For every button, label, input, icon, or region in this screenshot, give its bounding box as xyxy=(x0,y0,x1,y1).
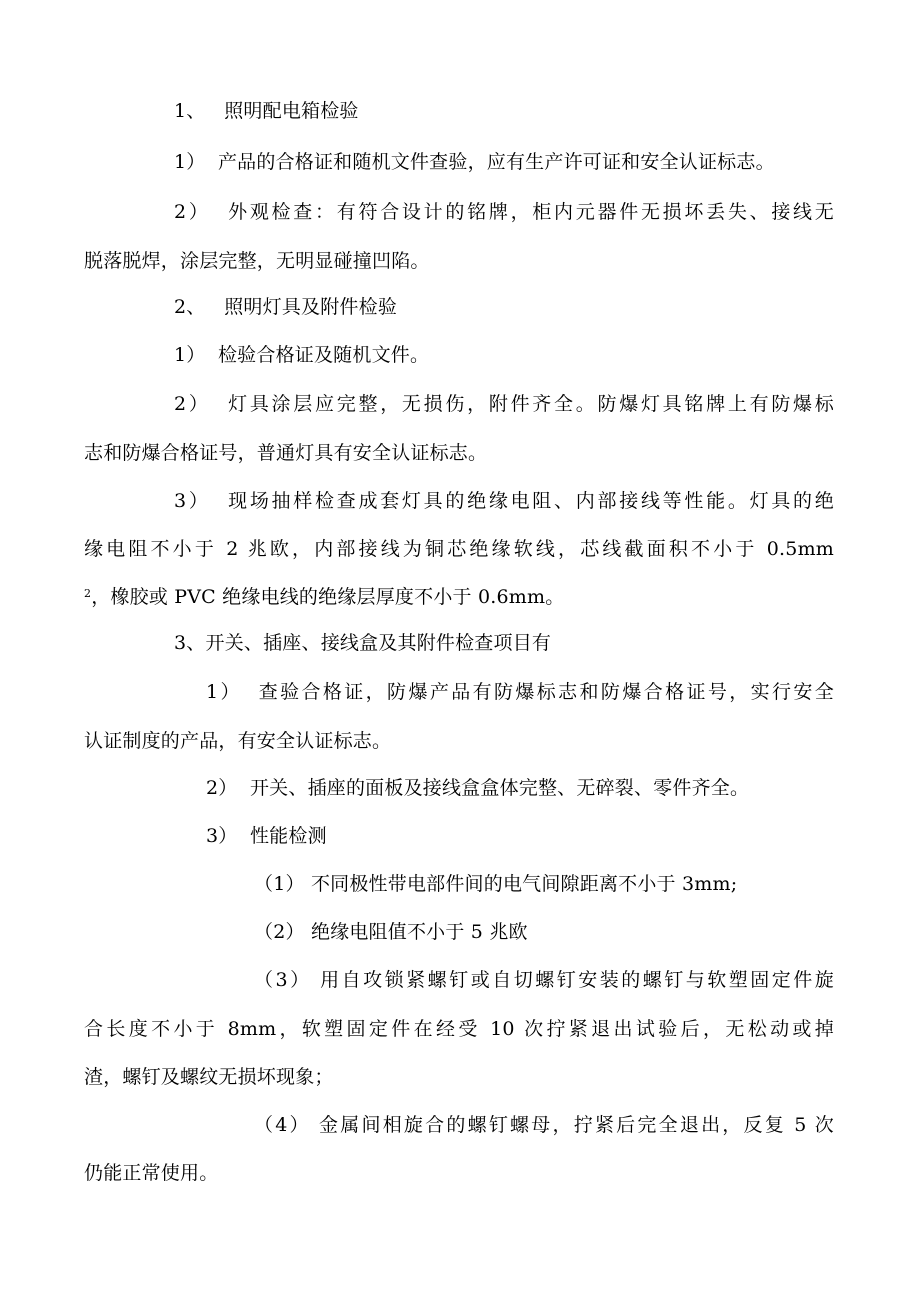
item-text: 性能检测 xyxy=(249,825,327,847)
section-3-item-1-line-2: 认证制度的产品，有安全认证标志。 xyxy=(84,730,392,752)
subitem-number: （3） xyxy=(254,969,312,991)
subitem-text: 金属间相旋合的螺钉螺母，拧紧后完全退出，反复 5 次 xyxy=(319,1114,834,1136)
item-text: 开关、插座的面板及接线盒盒体完整、无碎裂、零件齐全。 xyxy=(249,777,750,799)
section-1-item-2-line-2: 脱落脱焊，涂层完整，无明显碰撞凹陷。 xyxy=(84,250,430,272)
section-2-item-2-line-2: 志和防爆合格证号，普通灯具有安全认证标志。 xyxy=(84,442,488,464)
item-number: 1） xyxy=(174,151,206,173)
section-2-title: 照明灯具及附件检验 xyxy=(224,296,398,318)
item-number: 2） xyxy=(174,201,211,223)
subitem-3-line-1 xyxy=(254,968,834,992)
section-2-number: 2、 xyxy=(174,296,206,318)
superscript-2: 2 xyxy=(84,587,92,600)
subitem-text: 绝缘电阻值不小于 5 兆欧 xyxy=(310,921,528,943)
section-1-item-2-line-1 xyxy=(174,200,834,224)
section-2-item-2-line-1 xyxy=(174,392,834,416)
subitem-text: 用自攻锁紧螺钉或自切螺钉安装的螺钉与软塑固定件旋 xyxy=(320,969,834,991)
subitem-number: （1） xyxy=(254,873,305,895)
section-2-item-3-line-2: 缘电阻不小于 2 兆欧，内部接线为铜芯绝缘软线，芯线截面积不小于 0.5mm xyxy=(84,538,834,560)
item-text: 外观检查：有符合设计的铭牌，柜内元器件无损坏丢失、接线无 xyxy=(228,201,834,223)
section-2-item-3-line-1 xyxy=(174,489,834,513)
section-3-item-3 xyxy=(206,824,327,848)
item-number: 1） xyxy=(206,681,242,703)
item-text: 灯具涂层应完整，无损伤，附件齐全。防爆灯具铭牌上有防爆标 xyxy=(228,393,834,415)
section-3-heading: 3、开关、插座、接线盒及其附件检查项目有 xyxy=(174,632,552,654)
subitem-1 xyxy=(254,872,737,896)
section-3-item-2 xyxy=(206,776,749,800)
section-1-heading xyxy=(174,99,359,123)
section-3-item-1-line-1 xyxy=(206,680,834,704)
subitem-3-line-3: 渣，螺钉及螺纹无损坏现象； xyxy=(84,1066,334,1088)
item-number: 1） xyxy=(174,344,206,366)
subitem-number: （2） xyxy=(254,921,305,943)
subitem-text: 不同极性带电部件间的电气间隙距离不小于 3mm; xyxy=(310,873,738,895)
item-text: 查验合格证，防爆产品有防爆标志和防爆合格证号，实行安全 xyxy=(258,681,834,703)
item-number: 2） xyxy=(206,777,238,799)
subitem-number: （4） xyxy=(254,1114,311,1136)
section-2-item-1 xyxy=(174,343,429,367)
section-1-title: 照明配电箱检验 xyxy=(224,100,359,122)
section-2-heading xyxy=(174,295,397,319)
item-number: 3） xyxy=(206,825,238,847)
item-number: 3） xyxy=(174,490,211,512)
subitem-3-line-2: 合长度不小于 8mm，软塑固定件在经受 10 次拧紧退出试验后，无松动或掉 xyxy=(84,1018,834,1040)
section-2-item-3-line-3 xyxy=(84,585,564,609)
item-number: 2） xyxy=(174,393,211,415)
section-1-item-1 xyxy=(174,150,775,174)
item-text: 产品的合格证和随机文件查验，应有生产许可证和安全认证标志。 xyxy=(217,151,775,173)
subitem-4-line-2: 仍能正常使用。 xyxy=(84,1162,219,1184)
section-1-number: 1、 xyxy=(174,100,206,122)
item-text: 现场抽样检查成套灯具的绝缘电阻、内部接线等性能。灯具的绝 xyxy=(228,490,834,512)
subitem-2 xyxy=(254,920,528,944)
item-text: 检验合格证及随机文件。 xyxy=(217,344,430,366)
subitem-4-line-1 xyxy=(254,1113,834,1137)
item-text: ，橡胶或 PVC 绝缘电线的绝缘层厚度不小于 0.6mm。 xyxy=(91,586,565,608)
